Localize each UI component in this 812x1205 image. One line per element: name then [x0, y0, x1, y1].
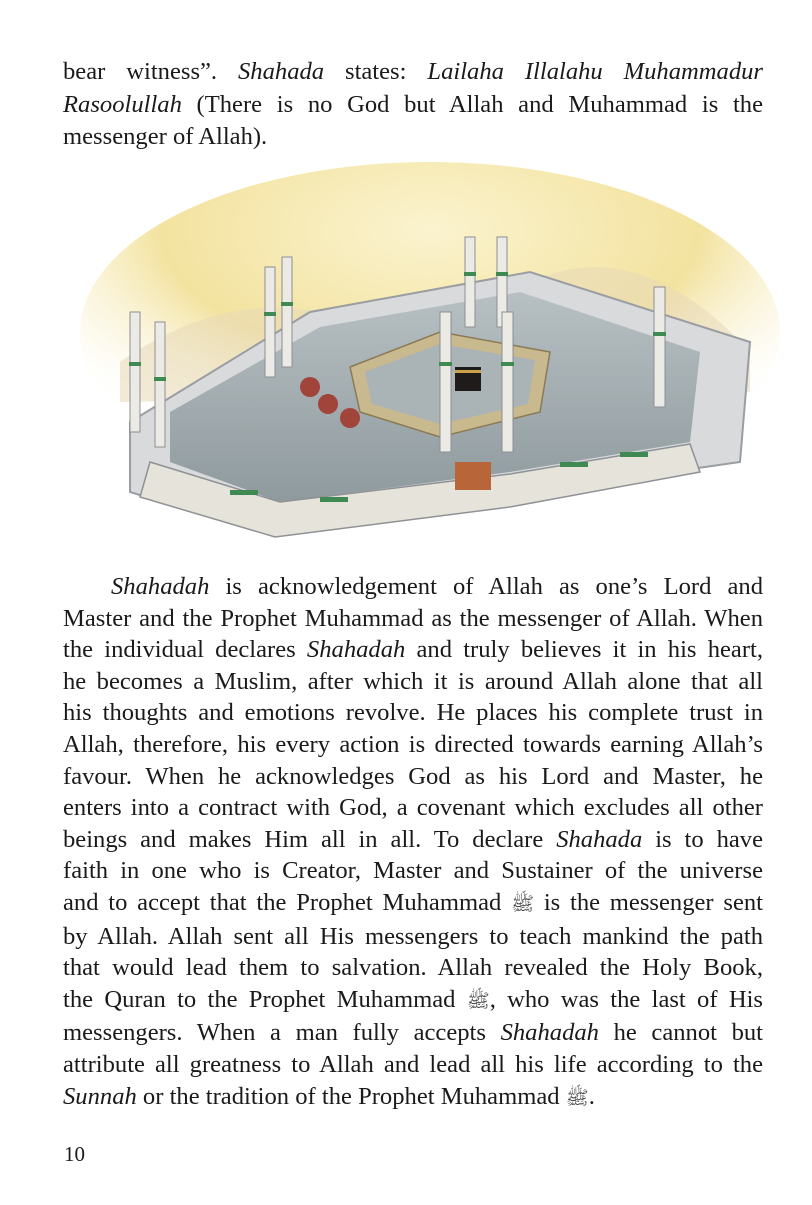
kaaba-mosque-illustration [60, 162, 780, 572]
text-line: beings and makes Him all in all. To declare Shahada is to have [63, 825, 763, 853]
text-line: enters into a contract with God, a covenant which excludes all other [63, 794, 763, 822]
text-line: Shahadah is acknowledgement of Allah as one’s Lord and [111, 573, 763, 600]
pbuh-symbol: ﷺ [466, 990, 490, 1012]
text-line: favour. When he acknowledges God as his Lord and Master, he [63, 762, 763, 790]
text-line: the Quran to the Prophet Muhammad ﷺ, who was the last of His [63, 985, 763, 1013]
text-line: he becomes a Muslim, after which it is around Allah alone that all [63, 667, 763, 695]
text-line: messenger of Allah). [63, 123, 268, 150]
body-paragraph [63, 571, 763, 1114]
intro-paragraph [63, 56, 763, 154]
text-line: messengers. When a man fully accepts Shahadah he cannot but [63, 1019, 763, 1047]
pbuh-symbol: ﷺ [511, 893, 535, 915]
text-line: the individual declares Shahadah and truly believes it in his heart, [63, 636, 763, 664]
dome [340, 408, 360, 428]
pbuh-symbol: ﷺ [565, 1087, 589, 1109]
text-line: attribute all greatness to Allah and lead all his life according to the [63, 1050, 763, 1078]
text-line: Allah, therefore, his every action is directed towards earning Allah’s [63, 730, 763, 758]
text-line: faith in one who is Creator, Master and Sustainer of the universe [63, 857, 763, 885]
dome [318, 394, 338, 414]
text-line: Master and the Prophet Muhammad as the messenger of Allah. When [63, 604, 763, 632]
main-gate [455, 462, 491, 490]
text-line: his thoughts and emotions revolve. He places his complete trust in [63, 699, 763, 727]
text-line: that would lead them to salvation. Allah revealed the Holy Book, [63, 954, 763, 982]
dome [300, 377, 320, 397]
text-line: Sunnah or the tradition of the Prophet Muhammad ﷺ. [63, 1082, 595, 1110]
text-line: by Allah. Allah sent all His messengers to teach mankind the path [63, 922, 763, 950]
text-line: and to accept that the Prophet Muhammad ﷺ is the messenger sent [63, 888, 763, 916]
text-line: Rasoolullah (There is no God but Allah and Muhammad is the [63, 90, 763, 118]
text-line: bear witness”. Shahada states: Lailaha Illalahu Muhammadur [63, 58, 763, 85]
page-number: 10 [64, 1142, 85, 1166]
